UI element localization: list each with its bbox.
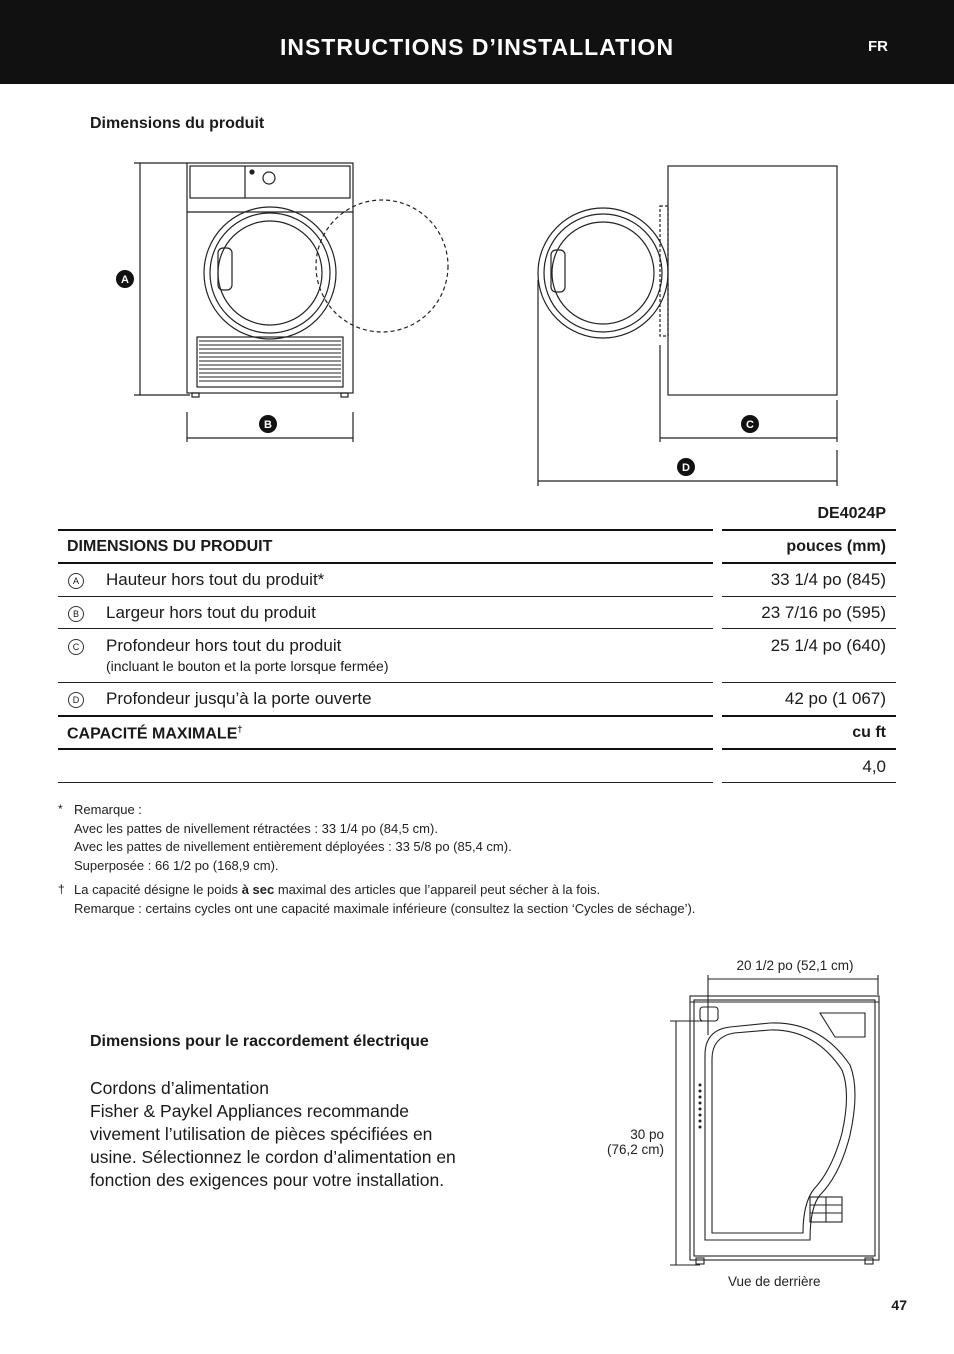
- table-rule: [58, 782, 713, 783]
- cords-section: [90, 1077, 456, 1192]
- capacity-header-text: CAPACITÉ MAXIMALE: [67, 725, 238, 743]
- rear-height-label: [586, 1127, 664, 1157]
- note-star-mark: *: [58, 802, 63, 816]
- table-rule: [722, 682, 896, 683]
- row-value-height: 33 1/4 po (845): [770, 570, 886, 589]
- capacity-value: 4,0: [862, 757, 886, 776]
- table-rule: [58, 748, 713, 750]
- electrical-title: Dimensions pour le raccordement électrique: [90, 1033, 429, 1050]
- capacity-dagger: †: [237, 724, 243, 734]
- table-rule: [58, 628, 713, 629]
- program-knob: [263, 172, 275, 184]
- door-handle: [218, 248, 232, 290]
- row-label-open-depth: Profondeur jusqu’à la porte ouverte: [106, 689, 372, 708]
- section-header-capacity: [67, 724, 242, 743]
- control-panel: [190, 166, 350, 198]
- page-title: INSTRUCTIONS D’INSTALLATION: [279, 34, 675, 60]
- rear-vent: [820, 1013, 865, 1037]
- row-letter-b: B: [68, 606, 84, 622]
- label-c: C: [746, 419, 754, 431]
- table-rule: [58, 682, 713, 683]
- product-dimensions-title: Dimensions du produit: [90, 115, 265, 132]
- cords-line: fonction des exigences pour votre installation.: [90, 1170, 445, 1190]
- table-rule: [58, 596, 713, 597]
- table-rule: [722, 529, 896, 531]
- note-line: Superposée : 66 1/2 po (168,9 cm).: [74, 857, 279, 873]
- cords-line: usine. Sélectionnez le cordon d’alimentation en: [90, 1147, 456, 1167]
- note-line: Remarque : certains cycles ont une capacité maximale inférieure (consultez la section ‘Cycles de séchage’).: [74, 900, 696, 916]
- note-line: Avec les pattes de nivellement entièrement déployées : 33 5/8 po (85,4 cm).: [74, 839, 512, 854]
- cords-title: Cordons d’alimentation: [90, 1078, 269, 1098]
- unit-header-inches: pouces (mm): [786, 538, 886, 555]
- side-door-outer: [538, 208, 668, 338]
- row-label-width: Largeur hors tout du produit: [106, 603, 316, 622]
- note-star: [74, 801, 512, 875]
- row-value-width: 23 7/16 po (595): [761, 603, 886, 622]
- table-rule: [722, 596, 896, 597]
- air-duct: [705, 1023, 855, 1240]
- note-line: Avec les pattes de nivellement rétractées : 33 1/4 po (84,5 cm).: [74, 820, 438, 836]
- unit-header-cuft: cu ft: [852, 724, 886, 741]
- row-letter-d: D: [68, 692, 84, 708]
- dryer-dimension-diagram: [0, 150, 954, 495]
- note-line: Remarque :: [74, 802, 142, 817]
- page-number: 47: [891, 1297, 907, 1313]
- cords-line: vivement l’utilisation de pièces spécifiées en: [90, 1124, 433, 1144]
- table-rule: [58, 562, 713, 564]
- rear-body: [690, 996, 879, 1260]
- rear-width-label: 20 1/2 po (52,1 cm): [736, 958, 854, 973]
- row-sublabel-depth: (incluant le bouton et la porte lorsque fermée): [106, 658, 389, 674]
- note-line: [74, 881, 695, 900]
- table-rule: [722, 782, 896, 783]
- note-dagger-bold: à sec: [241, 882, 275, 897]
- table-rule: [722, 562, 896, 564]
- table-rule: [58, 715, 713, 717]
- note-dagger-mark: †: [58, 882, 65, 896]
- section-header-dimensions: DIMENSIONS DU PRODUIT: [67, 538, 273, 555]
- table-rule: [58, 529, 713, 531]
- table-rule: [722, 748, 896, 750]
- row-letter-c: C: [68, 639, 84, 655]
- rear-height-line: 30 po: [630, 1127, 664, 1142]
- row-label-depth: Profondeur hors tout du produit: [106, 636, 342, 655]
- rear-view-diagram: [660, 975, 890, 1275]
- dryer-side-body: [668, 166, 837, 395]
- table-rule: [722, 628, 896, 629]
- note-dagger-pre: La capacité désigne le poids: [74, 882, 242, 897]
- row-value-depth: 25 1/4 po (640): [770, 636, 886, 655]
- note-dagger: [74, 881, 695, 918]
- row-value-open-depth: 42 po (1 067): [784, 689, 886, 708]
- cords-line: Fisher & Paykel Appliances recommande: [90, 1101, 410, 1121]
- row-label-height: Hauteur hors tout du produit*: [106, 570, 325, 589]
- language-label: FR: [868, 38, 888, 55]
- table-rule: [722, 715, 896, 717]
- label-a: A: [121, 274, 129, 286]
- label-d: D: [682, 462, 690, 474]
- note-dagger-post: maximal des articles que l’appareil peut sécher à la fois.: [274, 882, 601, 897]
- model-number: DE4024P: [817, 505, 886, 522]
- row-letter-a: A: [68, 573, 84, 589]
- rear-view-caption: Vue de derrière: [728, 1274, 821, 1289]
- rear-height-line: (76,2 cm): [606, 1142, 664, 1157]
- label-b: B: [264, 419, 272, 431]
